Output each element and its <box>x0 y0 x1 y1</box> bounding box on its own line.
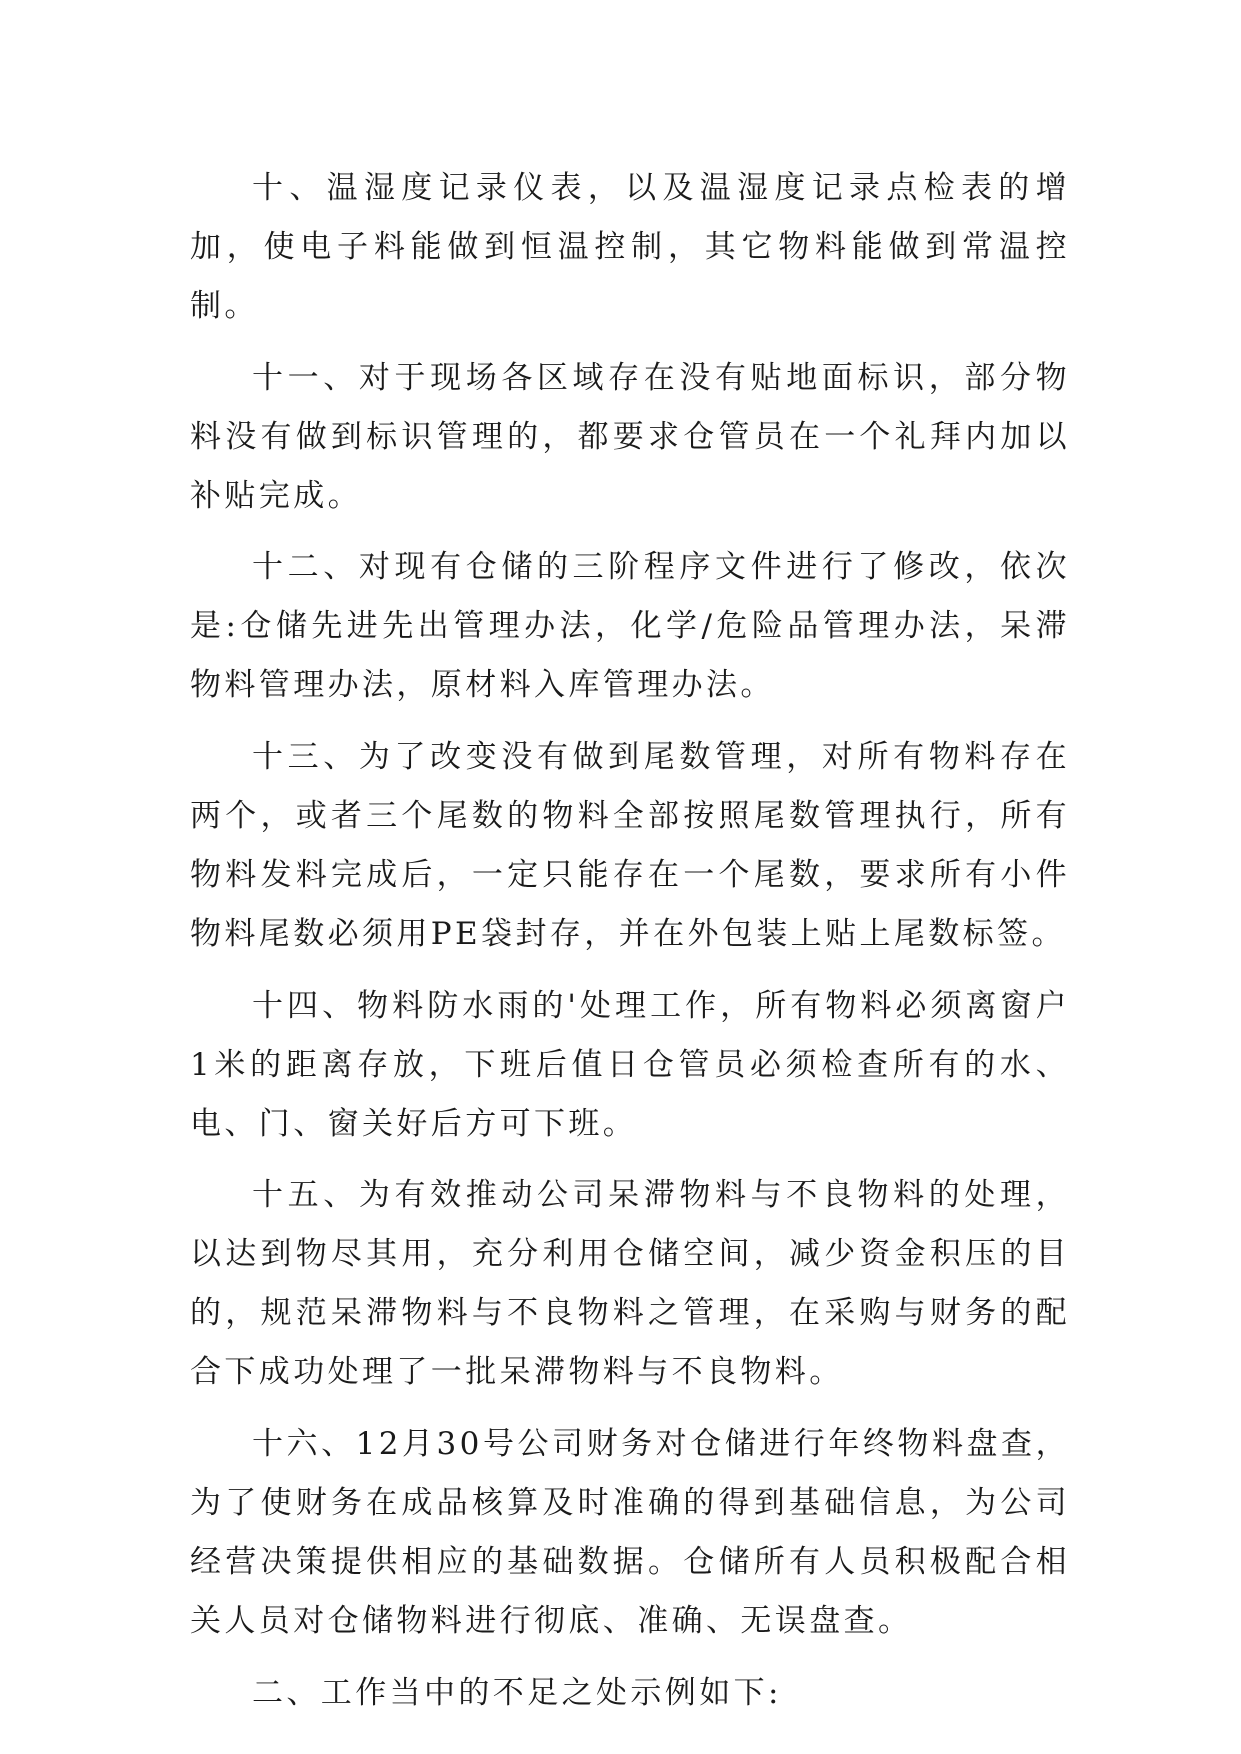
paragraph-item-10: 十、温湿度记录仪表，以及温湿度记录点检表的增加，使电子料能做到恒温控制，其它物料能做到常温控制。 <box>190 170 1070 324</box>
paragraph-item-11: 十一、对于现场各区域存在没有贴地面标识，部分物料没有做到标识管理的，都要求仓管员在一个礼拜内加以补贴完成。 <box>190 359 1070 514</box>
paragraph-item-13: 十三、为了改变没有做到尾数管理，对所有物料存在两个，或者三个尾数的物料全部按照尾数管理执行，所有物料发料完成后，一定只能存在一个尾数，要求所有小件物料尾数必须用PE袋封存，并在外包装上贴上尾数标签。 <box>190 739 1070 953</box>
document-body <box>190 159 1070 1736</box>
paragraph-item-16: 十六、12月30号公司财务对仓储进行年终物料盘查，为了使财务在成品核算及时准确的得到基础信息，为公司经营决策提供相应的基础数据。仓储所有人员积极配合相关人员对仓储物料进行彻底、准确、无误盘查。 <box>190 1426 1070 1640</box>
section-heading-shortcomings: 二、工作当中的不足之处示例如下: <box>252 1674 782 1711</box>
paragraph-item-15: 十五、为有效推动公司呆滞物料与不良物料的处理，以达到物尽其用，充分利用仓储空间，减少资金积压的目的，规范呆滞物料与不良物料之管理，在采购与财务的配合下成功处理了一批呆滞物料与不良物料。 <box>190 1177 1070 1391</box>
paragraph-item-12: 十二、对现有仓储的三阶程序文件进行了修改，依次是:仓储先进先出管理办法，化学/危险品管理办法，呆滞物料管理办法，原材料入库管理办法。 <box>190 549 1070 704</box>
paragraph-item-14: 十四、物料防水雨的'处理工作，所有物料必须离窗户1米的距离存放，下班后值日仓管员必须检查所有的水、电、门、窗关好后方可下班。 <box>190 987 1070 1142</box>
